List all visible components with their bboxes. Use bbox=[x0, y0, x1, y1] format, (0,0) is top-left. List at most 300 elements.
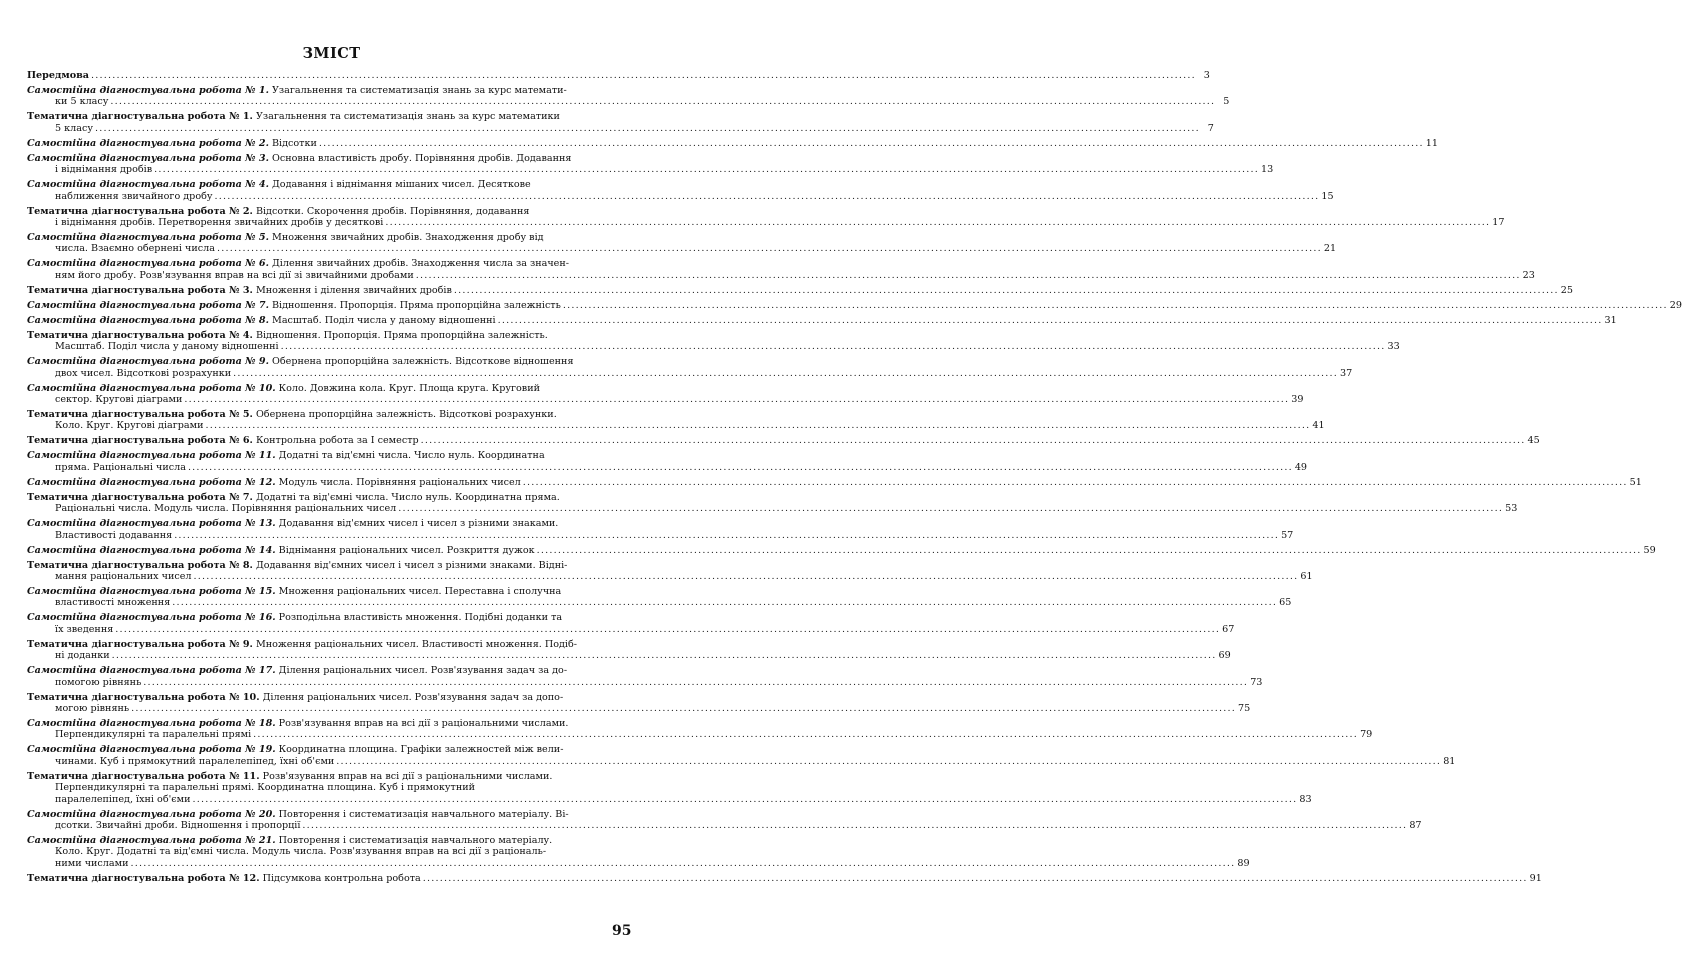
toc-entry-text bbox=[55, 858, 128, 869]
toc-entry-description: Коло. Круг. Додатні та від'ємні числа. Модуль числа. Розв'язування вправ на всі дії з раціональ- bbox=[55, 846, 547, 858]
toc-entry-title: Самостійна діагностувальна робота № 7. bbox=[27, 299, 269, 311]
toc-page-number: 65 bbox=[1279, 597, 1292, 609]
toc-entry-description: паралелепіпед, їхні об'єми bbox=[55, 793, 191, 805]
toc-entry-description: ки 5 класу bbox=[55, 96, 109, 108]
toc-entry-text bbox=[27, 692, 563, 703]
toc-entry-line bbox=[27, 586, 629, 597]
toc-page-number: 15 bbox=[1321, 190, 1334, 202]
toc-entry-description: помогою рівнянь bbox=[55, 676, 142, 688]
toc-page-number: 79 bbox=[1360, 729, 1373, 741]
toc-page-number: 5 bbox=[1223, 96, 1230, 108]
toc-entry bbox=[27, 85, 1230, 108]
dot-leader: .................................................................................................................................................................................................................................................................... bbox=[420, 435, 1526, 447]
toc-entry-line bbox=[27, 650, 1231, 662]
toc-entry-line bbox=[27, 206, 629, 217]
toc-entry bbox=[27, 205, 1505, 229]
toc-entry-line bbox=[27, 70, 1210, 81]
toc-entry-text bbox=[27, 232, 544, 243]
toc-entry-text bbox=[27, 153, 571, 164]
toc-entry-description: Коло. Круг. Кругові діаграми bbox=[55, 420, 204, 432]
dot-leader: .................................................................................................................................................................................................................................................................... bbox=[497, 314, 1603, 326]
toc-entry-description: Підсумкова контрольна робота bbox=[262, 872, 421, 884]
toc-page-number: 3 bbox=[1203, 70, 1210, 81]
toc-entry-line bbox=[27, 367, 1353, 379]
toc-entry-text bbox=[27, 477, 521, 488]
toc-entry-line bbox=[27, 258, 629, 269]
toc-entry-description: Обернена пропорційна залежність. Відсоткове відношення bbox=[272, 356, 574, 368]
toc-entry-description: і віднімання дробів bbox=[55, 164, 153, 176]
toc-entry-text bbox=[55, 243, 215, 254]
toc-entry-line bbox=[27, 435, 1540, 447]
toc-entry-text bbox=[55, 270, 414, 281]
toc-entry-line bbox=[27, 560, 629, 571]
toc-entry-line bbox=[27, 809, 629, 820]
toc-entry-description: Додавання і віднімання мішаних чисел. Десяткове bbox=[272, 179, 531, 191]
toc-entry-line bbox=[27, 729, 1373, 741]
dot-leader: .................................................................................................................................................................................................................................................................... bbox=[130, 857, 1236, 869]
toc-entry bbox=[27, 435, 1540, 447]
toc-entry-text bbox=[27, 300, 561, 311]
toc-entry-line bbox=[27, 243, 1337, 255]
toc-entry-text bbox=[55, 756, 334, 767]
toc-entry-text bbox=[27, 612, 562, 623]
dot-leader: .................................................................................................................................................................................................................................................................... bbox=[91, 70, 1196, 81]
toc-page-number: 13 bbox=[1261, 164, 1274, 176]
toc-entry-text bbox=[27, 744, 563, 755]
toc-entry-description: Додавання від'ємних чисел і чисел з різними знаками. Відні- bbox=[255, 559, 568, 571]
toc-entry-text bbox=[55, 597, 170, 608]
toc-entry-line bbox=[27, 755, 1456, 767]
toc-entry-title: Тематична діагностувальна робота № 11. bbox=[27, 770, 260, 782]
toc-entry-line bbox=[27, 744, 629, 755]
toc-entry bbox=[27, 770, 1312, 805]
toc-entry-line bbox=[27, 122, 1214, 134]
toc-entry-text bbox=[27, 450, 545, 461]
dot-leader: .................................................................................................................................................................................................................................................................... bbox=[174, 529, 1280, 541]
toc-entry bbox=[27, 518, 1294, 541]
toc-entry-text bbox=[55, 846, 546, 857]
toc-entry-description: Повторення і систематизація навчального матеріалу. Ві- bbox=[278, 808, 569, 820]
dot-leader: .................................................................................................................................................................................................................................................................... bbox=[453, 284, 1559, 296]
toc-entry-text bbox=[55, 368, 231, 379]
toc-entry-line bbox=[27, 476, 1642, 488]
toc-page-number: 45 bbox=[1527, 435, 1540, 447]
toc-entry-description: Властивості додавання bbox=[55, 529, 173, 541]
toc-page-number: 57 bbox=[1281, 529, 1294, 541]
dot-leader: .................................................................................................................................................................................................................................................................... bbox=[143, 676, 1249, 688]
toc-entry bbox=[27, 70, 1210, 81]
dot-leader: .................................................................................................................................................................................................................................................................... bbox=[398, 503, 1504, 515]
dot-leader: .................................................................................................................................................................................................................................................................... bbox=[193, 570, 1299, 582]
toc-entry-text bbox=[27, 70, 89, 81]
toc-entry-line bbox=[27, 782, 629, 793]
toc-entry-line bbox=[27, 692, 629, 703]
toc-entry-description: Раціональні числа. Модуль числа. Порівняння раціональних чисел bbox=[55, 503, 397, 515]
toc-entry-description: Розподільна властивість множення. Подібні доданки та bbox=[278, 612, 563, 624]
toc-entry-text bbox=[27, 665, 567, 676]
toc-entry-title: Самостійна діагностувальна робота № 20. bbox=[27, 808, 276, 820]
toc-entry bbox=[27, 808, 1422, 832]
dot-leader: .................................................................................................................................................................................................................................................................... bbox=[415, 269, 1521, 281]
toc-entry bbox=[27, 284, 1573, 296]
toc-entry-text bbox=[27, 315, 496, 326]
toc-entry-title: Тематична діагностувальна робота № 12. bbox=[27, 872, 260, 884]
toc-entry-description: Додатні та від'ємні числа. Число нуль. Координатна bbox=[278, 450, 545, 462]
toc-entry-text bbox=[27, 560, 567, 571]
toc-entry-description: дсотки. Звичайні дроби. Відношення і пропорції bbox=[55, 819, 301, 831]
toc-entry-description: Модуль числа. Порівняння раціональних чисел bbox=[278, 476, 521, 488]
toc-entry bbox=[27, 232, 1337, 255]
toc-entry bbox=[27, 665, 1263, 688]
toc-entry-description: їх зведення bbox=[55, 623, 114, 635]
toc-page-number: 67 bbox=[1222, 623, 1235, 635]
toc-entry-text bbox=[55, 677, 141, 688]
toc-entry-title: Самостійна діагностувальна робота № 15. bbox=[27, 586, 276, 597]
toc-entry-description: Ділення раціональних чисел. Розв'язування задач за допо- bbox=[262, 691, 564, 703]
toc-entry-text bbox=[27, 179, 531, 190]
toc-entry-title: Самостійна діагностувальна робота № 11. bbox=[27, 450, 276, 462]
toc-entry-description: Коло. Довжина кола. Круг. Площа круга. Круговий bbox=[278, 382, 540, 394]
toc-page-number: 51 bbox=[1629, 476, 1642, 488]
toc-entry-text bbox=[27, 809, 569, 820]
dot-leader: .................................................................................................................................................................................................................................................................... bbox=[192, 793, 1298, 805]
toc-entry-description: і віднімання дробів. Перетворення звичайних дробів у десяткові bbox=[55, 216, 384, 228]
toc-entry bbox=[27, 356, 1353, 379]
dot-leader: .................................................................................................................................................................................................................................................................... bbox=[184, 393, 1290, 405]
toc-entry-title: Самостійна діагностувальна робота № 19. bbox=[27, 744, 276, 756]
toc-entry-description: Розв'язування вправ на всі дії з раціональними числами. bbox=[278, 718, 569, 729]
toc-entry-text bbox=[55, 341, 279, 352]
toc-entry-line bbox=[27, 819, 1422, 831]
toc-entry-description: чинами. Куб і прямокутний паралелепіпед, їхні об'єми bbox=[55, 755, 335, 767]
toc-entry-text bbox=[55, 782, 475, 793]
toc-entry-text bbox=[55, 703, 129, 714]
toc-entry-line bbox=[27, 676, 1263, 688]
toc-entry-title: Тематична діагностувальна робота № 8. bbox=[27, 559, 253, 571]
toc-entry-title: Самостійна діагностувальна робота № 6. bbox=[27, 258, 269, 270]
toc-entry-text bbox=[27, 873, 421, 884]
toc-entry-text bbox=[55, 624, 113, 635]
toc-entry-line bbox=[27, 164, 1274, 176]
toc-entry-title: Тематична діагностувальна робота № 9. bbox=[27, 638, 253, 650]
toc-entry bbox=[27, 559, 1313, 583]
toc-entry-title: Самостійна діагностувальна робота № 9. bbox=[27, 356, 269, 368]
toc-entry-description: Обернена пропорційна залежність. Відсоткові розрахунки. bbox=[255, 409, 557, 420]
toc-entry bbox=[27, 137, 1438, 149]
toc-entry-description: ням його дробу. Розв'язування вправ на всі дії зі звичайними дробами bbox=[55, 269, 414, 281]
toc-page-number: 91 bbox=[1529, 872, 1542, 884]
toc-entry-description: Координатна площина. Графіки залежностей між вели- bbox=[278, 744, 564, 756]
toc-entry-title: Самостійна діагностувальна робота № 1. bbox=[27, 85, 269, 96]
toc-entry-description: сектор. Кругові діаграми bbox=[55, 393, 183, 405]
dot-leader: .................................................................................................................................................................................................................................................................... bbox=[111, 650, 1217, 662]
toc-entry-text bbox=[55, 462, 186, 473]
toc-entry-description: ні доданки bbox=[55, 650, 110, 662]
toc-page-number: 33 bbox=[1387, 341, 1400, 353]
toc-entry-description: Основна властивість дробу. Порівняння дробів. Додавання bbox=[272, 152, 572, 164]
toc-entry-description: Додатні та від'ємні числа. Число нуль. Координатна пряма. bbox=[255, 491, 560, 503]
toc-entry-description: Перпендикулярні та паралельні прямі. Координатна площина. Куб і прямокутний bbox=[55, 782, 476, 794]
toc-entry-line bbox=[27, 341, 1400, 353]
toc-entry-title: Тематична діагностувальна робота № 3. bbox=[27, 284, 253, 296]
toc-entry bbox=[27, 329, 1400, 353]
toc-entry-text bbox=[55, 96, 108, 107]
toc-entry-description: числа. Взаємно обернені числа bbox=[55, 243, 215, 255]
dot-leader: .................................................................................................................................................................................................................................................................... bbox=[216, 243, 1322, 255]
dot-leader: .................................................................................................................................................................................................................................................................... bbox=[422, 872, 1528, 884]
dot-leader: .................................................................................................................................................................................................................................................................... bbox=[385, 216, 1491, 228]
toc-entry-text bbox=[27, 138, 317, 149]
toc-entry-text bbox=[55, 191, 213, 202]
toc-entry bbox=[27, 314, 1617, 326]
toc-entry-line bbox=[27, 190, 1334, 202]
dot-leader: .................................................................................................................................................................................................................................................................... bbox=[94, 122, 1200, 134]
toc-entry-text bbox=[55, 571, 192, 582]
toc-entry-line bbox=[27, 299, 1682, 311]
toc-entry-title: Тематична діагностувальна робота № 7. bbox=[27, 491, 253, 503]
toc-entry-line bbox=[27, 269, 1535, 281]
toc-entry-text bbox=[55, 123, 93, 134]
toc-entry-text bbox=[27, 492, 560, 503]
toc-entry-description: Розв'язування вправ на всі дії з раціональними числами. bbox=[262, 770, 553, 782]
toc-entry-text bbox=[27, 518, 558, 529]
toc-entry bbox=[27, 586, 1292, 609]
toc-entry-line bbox=[27, 612, 629, 623]
toc-entry-description: Відношення. Пропорція. Пряма пропорційна залежність. bbox=[255, 329, 548, 341]
toc-page-number: 39 bbox=[1291, 393, 1304, 405]
toc-page-number: 21 bbox=[1323, 243, 1337, 255]
toc-entry-line bbox=[27, 518, 629, 529]
toc-entry-line bbox=[27, 284, 1573, 296]
toc-page-number: 89 bbox=[1237, 857, 1250, 869]
toc-page-number: 7 bbox=[1207, 122, 1214, 134]
toc-page-number: 17 bbox=[1492, 216, 1505, 228]
toc-entry-description: двох чисел. Відсоткові розрахунки bbox=[55, 367, 232, 379]
toc-entry-description: Множення раціональних чисел. Переставна і сполучна bbox=[278, 586, 562, 597]
toc-entry-line bbox=[27, 503, 1518, 515]
toc-entry-text bbox=[55, 503, 396, 514]
toc-entry-line bbox=[27, 623, 1235, 635]
toc-entry-line bbox=[27, 314, 1617, 326]
toc-entry-line bbox=[27, 492, 629, 503]
toc-entry-description: Віднімання раціональних чисел. Розкриття дужок bbox=[278, 544, 535, 556]
toc-entry-text bbox=[55, 164, 152, 175]
toc-page-number: 29 bbox=[1669, 299, 1682, 311]
toc-page-number: 49 bbox=[1294, 461, 1308, 473]
toc-entry-description: Перпендикулярні та паралельні прямі bbox=[55, 729, 252, 741]
page-number: 95 bbox=[612, 923, 632, 939]
toc-entry-description: Множення раціональних чисел. Властивості множення. Подіб- bbox=[255, 638, 577, 650]
toc-entry bbox=[27, 409, 1325, 432]
toc-entry-description: наближення звичайного дробу bbox=[55, 190, 213, 202]
dot-leader: .................................................................................................................................................................................................................................................................... bbox=[214, 190, 1320, 202]
toc-entry-text bbox=[27, 586, 561, 597]
toc-entry-description: Множення звичайних дробів. Знаходження дробу від bbox=[272, 232, 544, 243]
dot-leader: .................................................................................................................................................................................................................................................................... bbox=[562, 299, 1668, 311]
toc-entry-title: Самостійна діагностувальна робота № 4. bbox=[27, 179, 269, 191]
toc-entry bbox=[27, 835, 1250, 869]
toc-entry-text bbox=[55, 729, 251, 740]
toc-entry-text bbox=[55, 650, 110, 661]
toc-entry-line bbox=[27, 702, 1251, 714]
dot-leader: .................................................................................................................................................................................................................................................................... bbox=[154, 164, 1259, 176]
toc-page-number: 75 bbox=[1238, 702, 1251, 714]
toc-entry bbox=[27, 744, 1456, 767]
toc-entry-description: Масштаб. Поділ числа у даному відношенні bbox=[272, 314, 496, 326]
toc-entry-line bbox=[27, 153, 629, 164]
toc-entry-text bbox=[27, 639, 577, 650]
toc-page-number: 53 bbox=[1505, 503, 1518, 515]
toc-entry-text bbox=[55, 820, 300, 831]
toc-page-number: 59 bbox=[1643, 544, 1656, 556]
toc-entry-text bbox=[27, 835, 552, 846]
toc-entry-text bbox=[27, 409, 557, 420]
toc-entry-line bbox=[27, 461, 1308, 473]
toc-page-number: 81 bbox=[1443, 755, 1456, 767]
toc-page-number: 87 bbox=[1409, 819, 1422, 831]
toc-entry-line bbox=[27, 718, 629, 729]
toc-entry-text bbox=[27, 435, 419, 446]
toc-entry-line bbox=[27, 179, 629, 190]
toc-entry-line bbox=[27, 846, 629, 857]
toc-entry-text bbox=[27, 356, 574, 367]
toc-entry-line bbox=[27, 597, 1292, 609]
toc-entry-title: Тематична діагностувальна робота № 1. bbox=[27, 111, 253, 123]
dot-leader: .................................................................................................................................................................................................................................................................... bbox=[318, 137, 1424, 149]
toc-entry-text bbox=[27, 771, 552, 782]
toc-entry-text bbox=[55, 217, 383, 228]
toc-entry bbox=[27, 258, 1535, 281]
toc-entry-line bbox=[27, 639, 629, 650]
toc-entry-description: Відсотки bbox=[272, 137, 317, 149]
toc-entry-line bbox=[27, 872, 1542, 884]
toc-entry-text bbox=[55, 420, 203, 431]
toc-entry-description: Ділення раціональних чисел. Розв'язування задач за до- bbox=[278, 665, 568, 677]
toc-entry-line bbox=[27, 529, 1294, 541]
toc-entry-line bbox=[27, 383, 629, 394]
dot-leader: .................................................................................................................................................................................................................................................................... bbox=[233, 367, 1339, 379]
toc-page-number: 11 bbox=[1425, 137, 1438, 149]
toc-entry-text bbox=[27, 85, 567, 96]
toc-entry-description: Повторення і систематизація навчального матеріалу. bbox=[278, 835, 553, 846]
toc-page-number: 23 bbox=[1522, 269, 1535, 281]
toc-entry-line bbox=[27, 835, 629, 846]
toc-entry-line bbox=[27, 420, 1325, 432]
toc-entry-title: Самостійна діагностувальна робота № 10. bbox=[27, 382, 276, 394]
toc-entry-description: Узагальнення та систематизація знань за курс математи- bbox=[272, 85, 567, 96]
toc-entry bbox=[27, 491, 1518, 515]
toc-entry-title: Тематична діагностувальна робота № 6. bbox=[27, 435, 253, 447]
dot-leader: .................................................................................................................................................................................................................................................................... bbox=[115, 623, 1221, 635]
toc-entry-title: Тематична діагностувальна робота № 5. bbox=[27, 409, 253, 420]
toc-entry-description: властивості множення bbox=[55, 597, 171, 609]
toc-entry-text bbox=[55, 794, 190, 805]
dot-leader: .................................................................................................................................................................................................................................................................... bbox=[187, 461, 1293, 473]
dot-leader: .................................................................................................................................................................................................................................................................... bbox=[336, 755, 1442, 767]
toc-page-number: 69 bbox=[1218, 650, 1231, 662]
toc-page-number: 37 bbox=[1340, 367, 1353, 379]
dot-leader: .................................................................................................................................................................................................................................................................... bbox=[253, 729, 1359, 741]
toc-entry-line bbox=[27, 793, 1312, 805]
toc-entry-title: Самостійна діагностувальна робота № 18. bbox=[27, 718, 276, 729]
toc-entry-line bbox=[27, 771, 629, 782]
toc-entry bbox=[27, 382, 1304, 406]
toc-entry bbox=[27, 179, 1334, 202]
toc-entry bbox=[27, 638, 1231, 662]
toc-entry bbox=[27, 476, 1642, 488]
toc-entry-title: Самостійна діагностувальна робота № 21. bbox=[27, 835, 276, 846]
toc-entry-title: Самостійна діагностувальна робота № 3. bbox=[27, 152, 269, 164]
dot-leader: .................................................................................................................................................................................................................................................................... bbox=[522, 476, 1628, 488]
toc-entry-description: мання раціональних чисел bbox=[55, 570, 192, 582]
toc-entry-text bbox=[27, 545, 535, 556]
toc-entry bbox=[27, 544, 1656, 556]
dot-leader: .................................................................................................................................................................................................................................................................... bbox=[280, 341, 1386, 353]
toc-entry-line bbox=[27, 137, 1438, 149]
dot-leader: .................................................................................................................................................................................................................................................................... bbox=[131, 702, 1237, 714]
toc-entry-text bbox=[27, 206, 529, 217]
toc-entry-text bbox=[27, 258, 569, 269]
toc-entry-description: пряма. Раціональні числа bbox=[55, 461, 186, 473]
toc-page-number: 41 bbox=[1312, 420, 1325, 432]
toc-entry-title: Самостійна діагностувальна робота № 13. bbox=[27, 518, 276, 530]
toc-entry-description: Ділення звичайних дробів. Знаходження числа за значен- bbox=[272, 258, 569, 270]
toc-entry-description: могою рівнянь bbox=[55, 702, 130, 714]
toc-entry-line bbox=[27, 356, 629, 367]
toc-entry-line bbox=[27, 665, 629, 676]
toc-entry bbox=[27, 718, 1373, 741]
toc-entry-description: Контрольна робота за І семестр bbox=[255, 435, 419, 447]
toc-entry-text bbox=[27, 383, 540, 394]
toc-entry-title: Самостійна діагностувальна робота № 2. bbox=[27, 137, 269, 149]
toc-entry-line bbox=[27, 570, 1313, 582]
toc-entry-title: Передмова bbox=[27, 70, 89, 81]
toc-entry-line bbox=[27, 216, 1505, 228]
toc-entry-description: ними числами bbox=[55, 857, 129, 869]
toc-entry-title: Самостійна діагностувальна робота № 8. bbox=[27, 314, 269, 326]
toc-entry bbox=[27, 152, 1274, 176]
toc-entry-title: Тематична діагностувальна робота № 10. bbox=[27, 691, 260, 703]
toc-entry-text bbox=[27, 330, 548, 341]
toc-entry-description: Додавання від'ємних чисел і чисел з різними знаками. bbox=[278, 518, 559, 530]
toc-entry-description: Масштаб. Поділ числа у даному відношенні bbox=[55, 341, 279, 353]
toc-entry-title: Самостійна діагностувальна робота № 14. bbox=[27, 544, 276, 556]
toc-entry-description: 5 класу bbox=[55, 122, 93, 134]
toc-entry-text bbox=[27, 285, 452, 296]
toc-entry bbox=[27, 299, 1682, 311]
page-title: ЗМІСТ bbox=[302, 45, 361, 62]
dot-leader: .................................................................................................................................................................................................................................................................... bbox=[536, 544, 1642, 556]
toc-entry-text bbox=[27, 111, 560, 122]
toc-entry-line bbox=[27, 85, 629, 96]
toc-entry-title: Тематична діагностувальна робота № 2. bbox=[27, 205, 253, 217]
toc-entry-title: Самостійна діагностувальна робота № 5. bbox=[27, 232, 269, 243]
toc-entry-line bbox=[27, 232, 629, 243]
toc-entry-line bbox=[27, 330, 629, 341]
toc-entry bbox=[27, 612, 1235, 635]
toc-page-number: 73 bbox=[1250, 676, 1263, 688]
toc-entry-description: Відсотки. Скорочення дробів. Порівняння, додавання bbox=[255, 205, 530, 217]
toc-page-number: 25 bbox=[1560, 284, 1573, 296]
toc-entry-line bbox=[27, 409, 629, 420]
dot-leader: .................................................................................................................................................................................................................................................................... bbox=[302, 819, 1408, 831]
toc-entry-description: Множення і ділення звичайних дробів bbox=[255, 284, 452, 296]
dot-leader: .................................................................................................................................................................................................................................................................... bbox=[172, 597, 1278, 609]
toc-entry-title: Самостійна діагностувальна робота № 17. bbox=[27, 665, 276, 677]
toc-entry-line bbox=[27, 857, 1250, 869]
toc-entry-title: Самостійна діагностувальна робота № 16. bbox=[27, 612, 276, 624]
toc-page-number: 61 bbox=[1300, 570, 1313, 582]
